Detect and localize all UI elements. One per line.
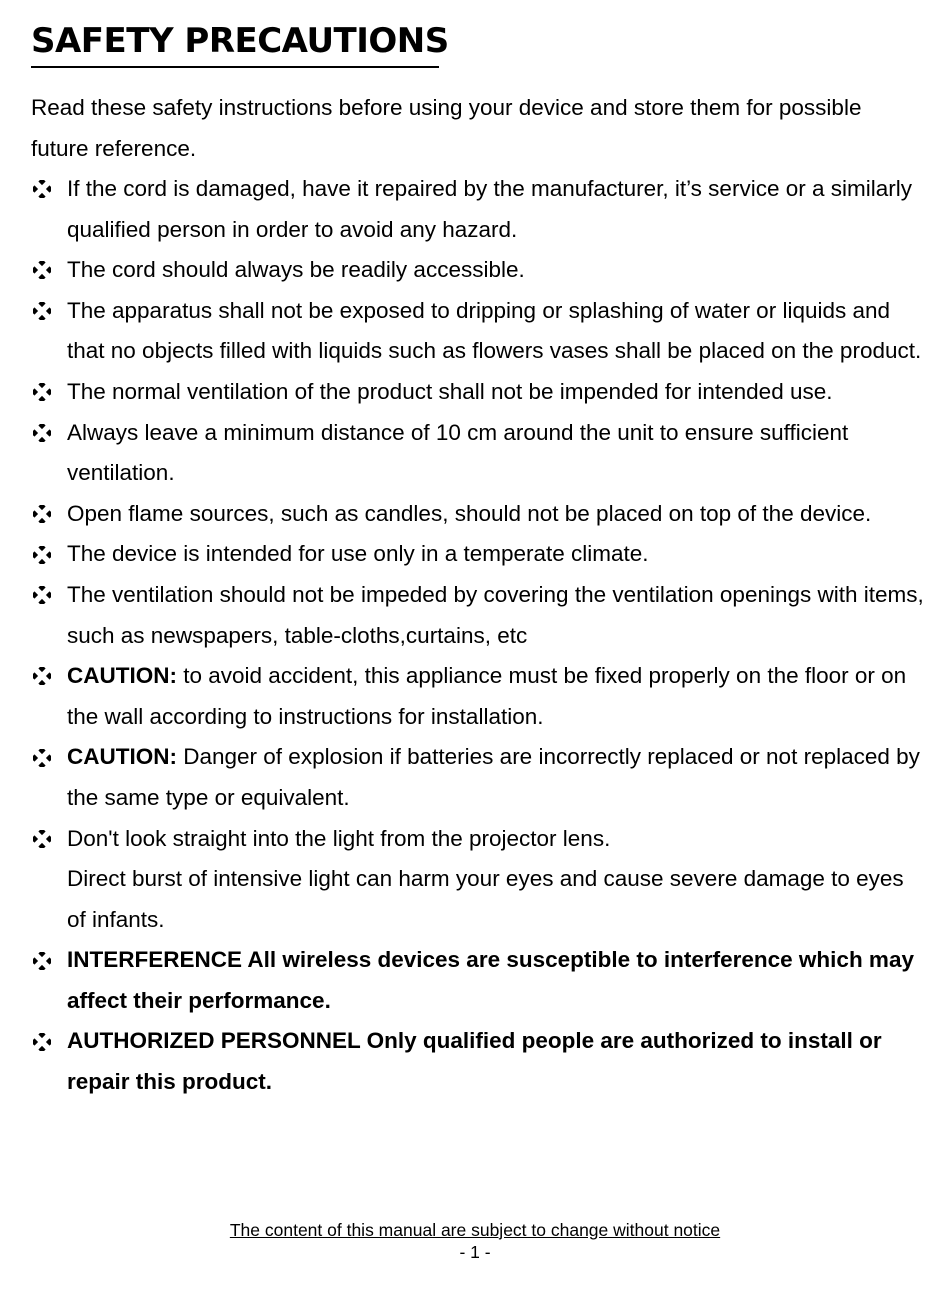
precaution-item [31,575,926,656]
precaution-text: AUTHORIZED PERSONNEL Only qualified people are authorized to install or repair this product. [67,1028,882,1095]
precaution-text: The device is intended for use only in a temperate climate. [67,541,649,567]
intro-paragraph: Read these safety instructions before using your device and store them for possible future reference. [31,95,862,161]
precaution-item [31,1021,926,1102]
diamond-bullet-icon [31,372,53,413]
page-title: SAFETY PRECAUTIONS [31,21,449,61]
diamond-bullet-icon [31,250,53,291]
footer-notice: The content of this manual are subject to change without notice [229,1220,721,1240]
precaution-text: The normal ventilation of the product shall not be impended for intended use. [67,378,833,404]
precaution-text: Open flame sources, such as candles, should not be placed on top of the device. [67,500,872,526]
precaution-item [31,656,926,737]
precaution-item [31,413,926,494]
diamond-bullet-icon [31,494,53,535]
title-underline [31,18,449,68]
precaution-item [31,372,926,413]
precaution-item [31,169,926,250]
caution-label: CAUTION: [67,744,177,770]
diamond-bullet-icon [31,819,53,860]
diamond-bullet-icon [31,1021,53,1062]
precaution-text: Don't look straight into the light from the projector lens. [67,825,611,851]
precaution-text: INTERFERENCE All wireless devices are susceptible to interference which may affect their performance. [67,947,914,1013]
diamond-bullet-icon [31,940,53,981]
diamond-bullet-icon [31,656,53,697]
precaution-item [31,940,926,1021]
precaution-text: to avoid accident, this appliance must be fixed properly on the floor or on the wall according to instructions for installation. [67,663,907,729]
diamond-bullet-icon [31,413,53,454]
precaution-item [31,494,926,535]
precaution-item [31,534,926,575]
page-number: - 1 - [459,1242,491,1262]
precaution-item [31,291,926,372]
diamond-bullet-icon [31,291,53,332]
diamond-bullet-icon [31,737,53,778]
precaution-subtext: Direct burst of intensive light can harm your eyes and cause severe damage to eyes of infants. [67,866,904,932]
precaution-text: Danger of explosion if batteries are incorrectly replaced or not replaced by the same type or equivalent. [67,744,920,810]
precaution-text: The ventilation should not be impeded by covering the ventilation openings with items, such as newspapers, table-cloths,curtains, etc [67,581,924,648]
precautions-list [31,169,926,1103]
page-footer [0,1219,950,1263]
precaution-text: Always leave a minimum distance of 10 cm around the unit to ensure sufficient ventilation. [67,419,849,486]
diamond-bullet-icon [31,169,53,210]
caution-label: CAUTION: [67,663,177,689]
precaution-text: If the cord is damaged, have it repaired by the manufacturer, it’s service or a similarly qualified person in order to avoid any hazard. [67,176,912,242]
diamond-bullet-icon [31,534,53,575]
precaution-text: The apparatus shall not be exposed to dripping or splashing of water or liquids and that no objects filled with liquids such as flowers vases shall be placed on the product. [67,297,922,364]
precaution-item [31,819,926,941]
precaution-item [31,250,926,291]
precaution-item [31,737,926,818]
precaution-text: The cord should always be readily accessible. [67,257,525,283]
diamond-bullet-icon [31,575,53,616]
